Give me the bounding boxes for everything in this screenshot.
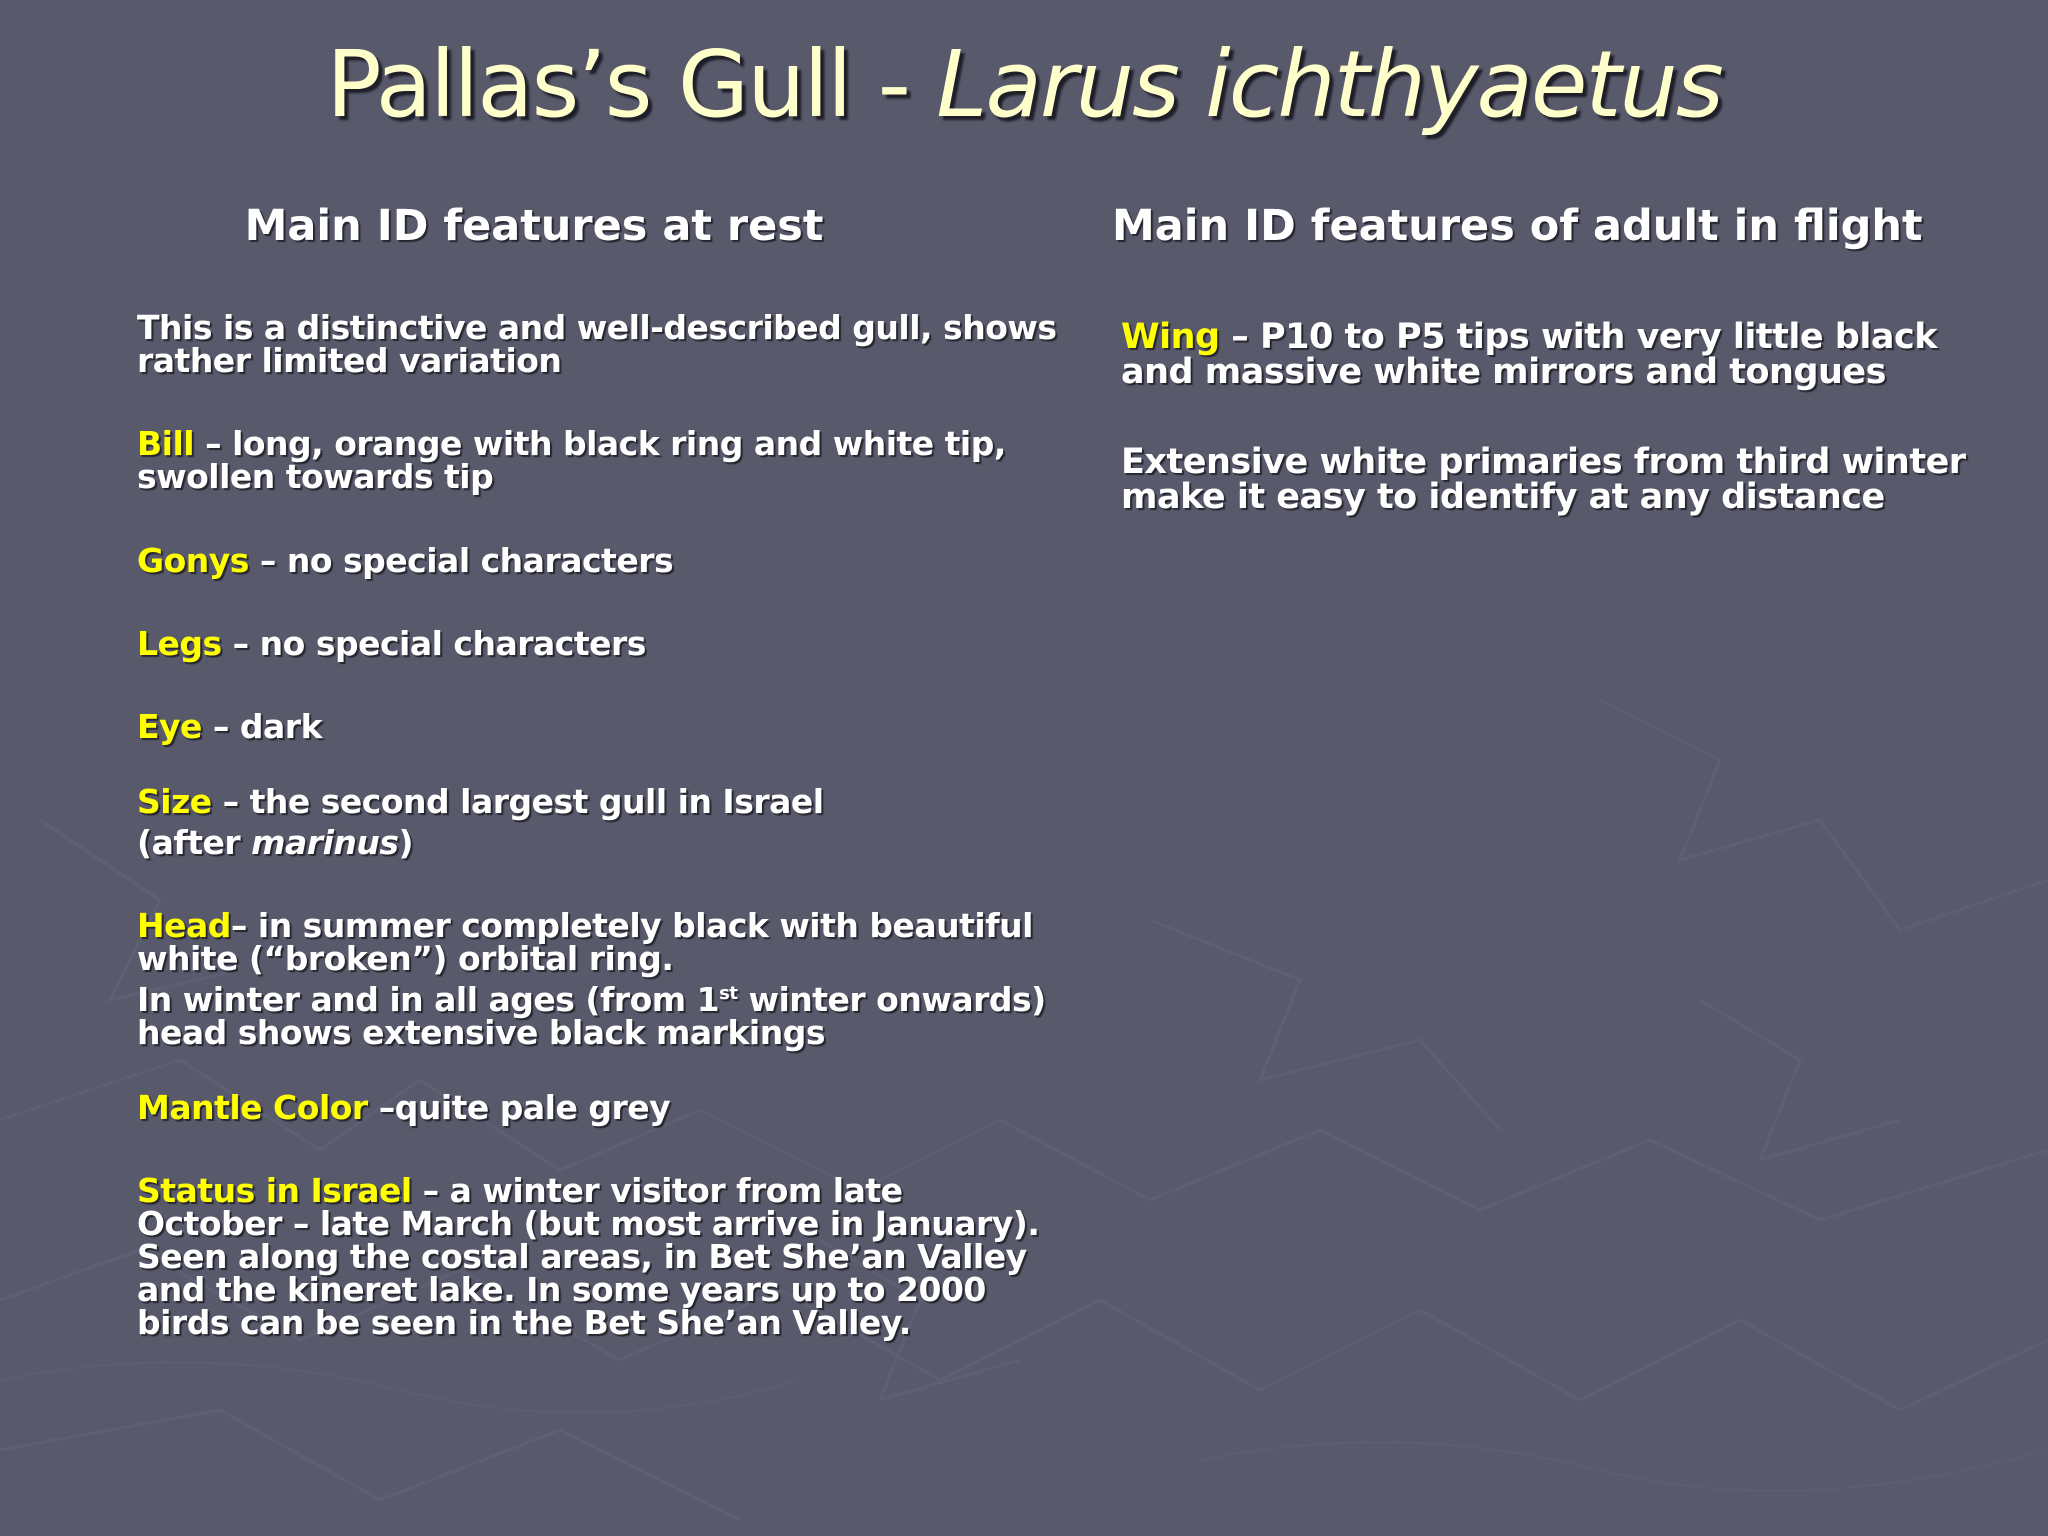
status-label: Status in Israel (137, 1171, 412, 1210)
intro-line: rather limited variation (137, 341, 562, 380)
bill-text-cont: swollen towards tip (137, 457, 494, 496)
slide-title (0, 30, 2048, 140)
gonys-label: Gonys (137, 541, 249, 580)
bill-text: – long, orange with black ring and white tip, (194, 424, 1006, 463)
scientific-name: Larus ichthyaetus (936, 31, 1722, 138)
intro-line: This is a distinctive and well-described gull, shows (137, 308, 1057, 347)
wing-text: – P10 to P5 tips with very little black (1219, 317, 1937, 357)
wing-feature (1121, 317, 2021, 392)
primaries-line: Extensive white primaries from third winter (1121, 442, 1966, 482)
head-feature (137, 906, 1046, 1052)
status-line: birds can be seen in the Bet She’an Valley. (137, 1303, 911, 1342)
eye-label: Eye (137, 707, 202, 746)
status-text: – a winter visitor from late (411, 1171, 903, 1210)
status-line: and the kineret lake. In some years up to 2000 (137, 1270, 986, 1309)
eye-text: – dark (201, 707, 323, 746)
heading-in-flight: Main ID features of adult in flight (1112, 201, 1923, 251)
intro-paragraph (137, 308, 1057, 380)
head-winter-sup: st (719, 983, 738, 1004)
primaries-line: make it easy to identify at any distance (1121, 477, 1885, 517)
size-after-species: marinus (251, 823, 399, 862)
bill-feature (137, 424, 1037, 496)
bill-label: Bill (137, 424, 195, 463)
size-label: Size (137, 782, 212, 821)
wing-label: Wing (1121, 317, 1220, 357)
status-line: October – late March (but most arrive in January). (137, 1204, 1040, 1243)
legs-text: – no special characters (221, 624, 646, 663)
status-feature (137, 1171, 1040, 1342)
size-after-open: (after (137, 823, 252, 862)
wing-text-cont: and massive white mirrors and tongues (1121, 352, 1886, 392)
status-line: Seen along the costal areas, in Bet She’an Valley (137, 1237, 1027, 1276)
legs-label: Legs (137, 624, 222, 663)
eye-feature (137, 707, 1037, 746)
common-name: Pallas’s Gull - (326, 31, 937, 138)
primaries-paragraph (1121, 442, 2021, 517)
mantle-label: Mantle Color (137, 1088, 368, 1127)
gonys-feature (137, 541, 1037, 580)
size-after-close: ) (398, 823, 414, 862)
gonys-text: – no special characters (248, 541, 674, 580)
head-winter-cont: head shows extensive black markings (137, 1013, 825, 1052)
head-winter-text-after: winter onwards) (737, 980, 1046, 1019)
size-feature (137, 782, 1037, 862)
head-text: – in summer completely black with beautiful (230, 906, 1033, 945)
heading-at-rest: Main ID features at rest (244, 201, 824, 251)
head-text-cont: white (“broken”) orbital ring. (137, 939, 674, 978)
mantle-feature (137, 1088, 1037, 1127)
mantle-text: –quite pale grey (367, 1088, 671, 1127)
head-label: Head (137, 906, 231, 945)
legs-feature (137, 624, 1037, 663)
head-winter-text: In winter and in all ages (from 1 (137, 980, 720, 1019)
size-text: – the second largest gull in Israel (211, 782, 824, 821)
